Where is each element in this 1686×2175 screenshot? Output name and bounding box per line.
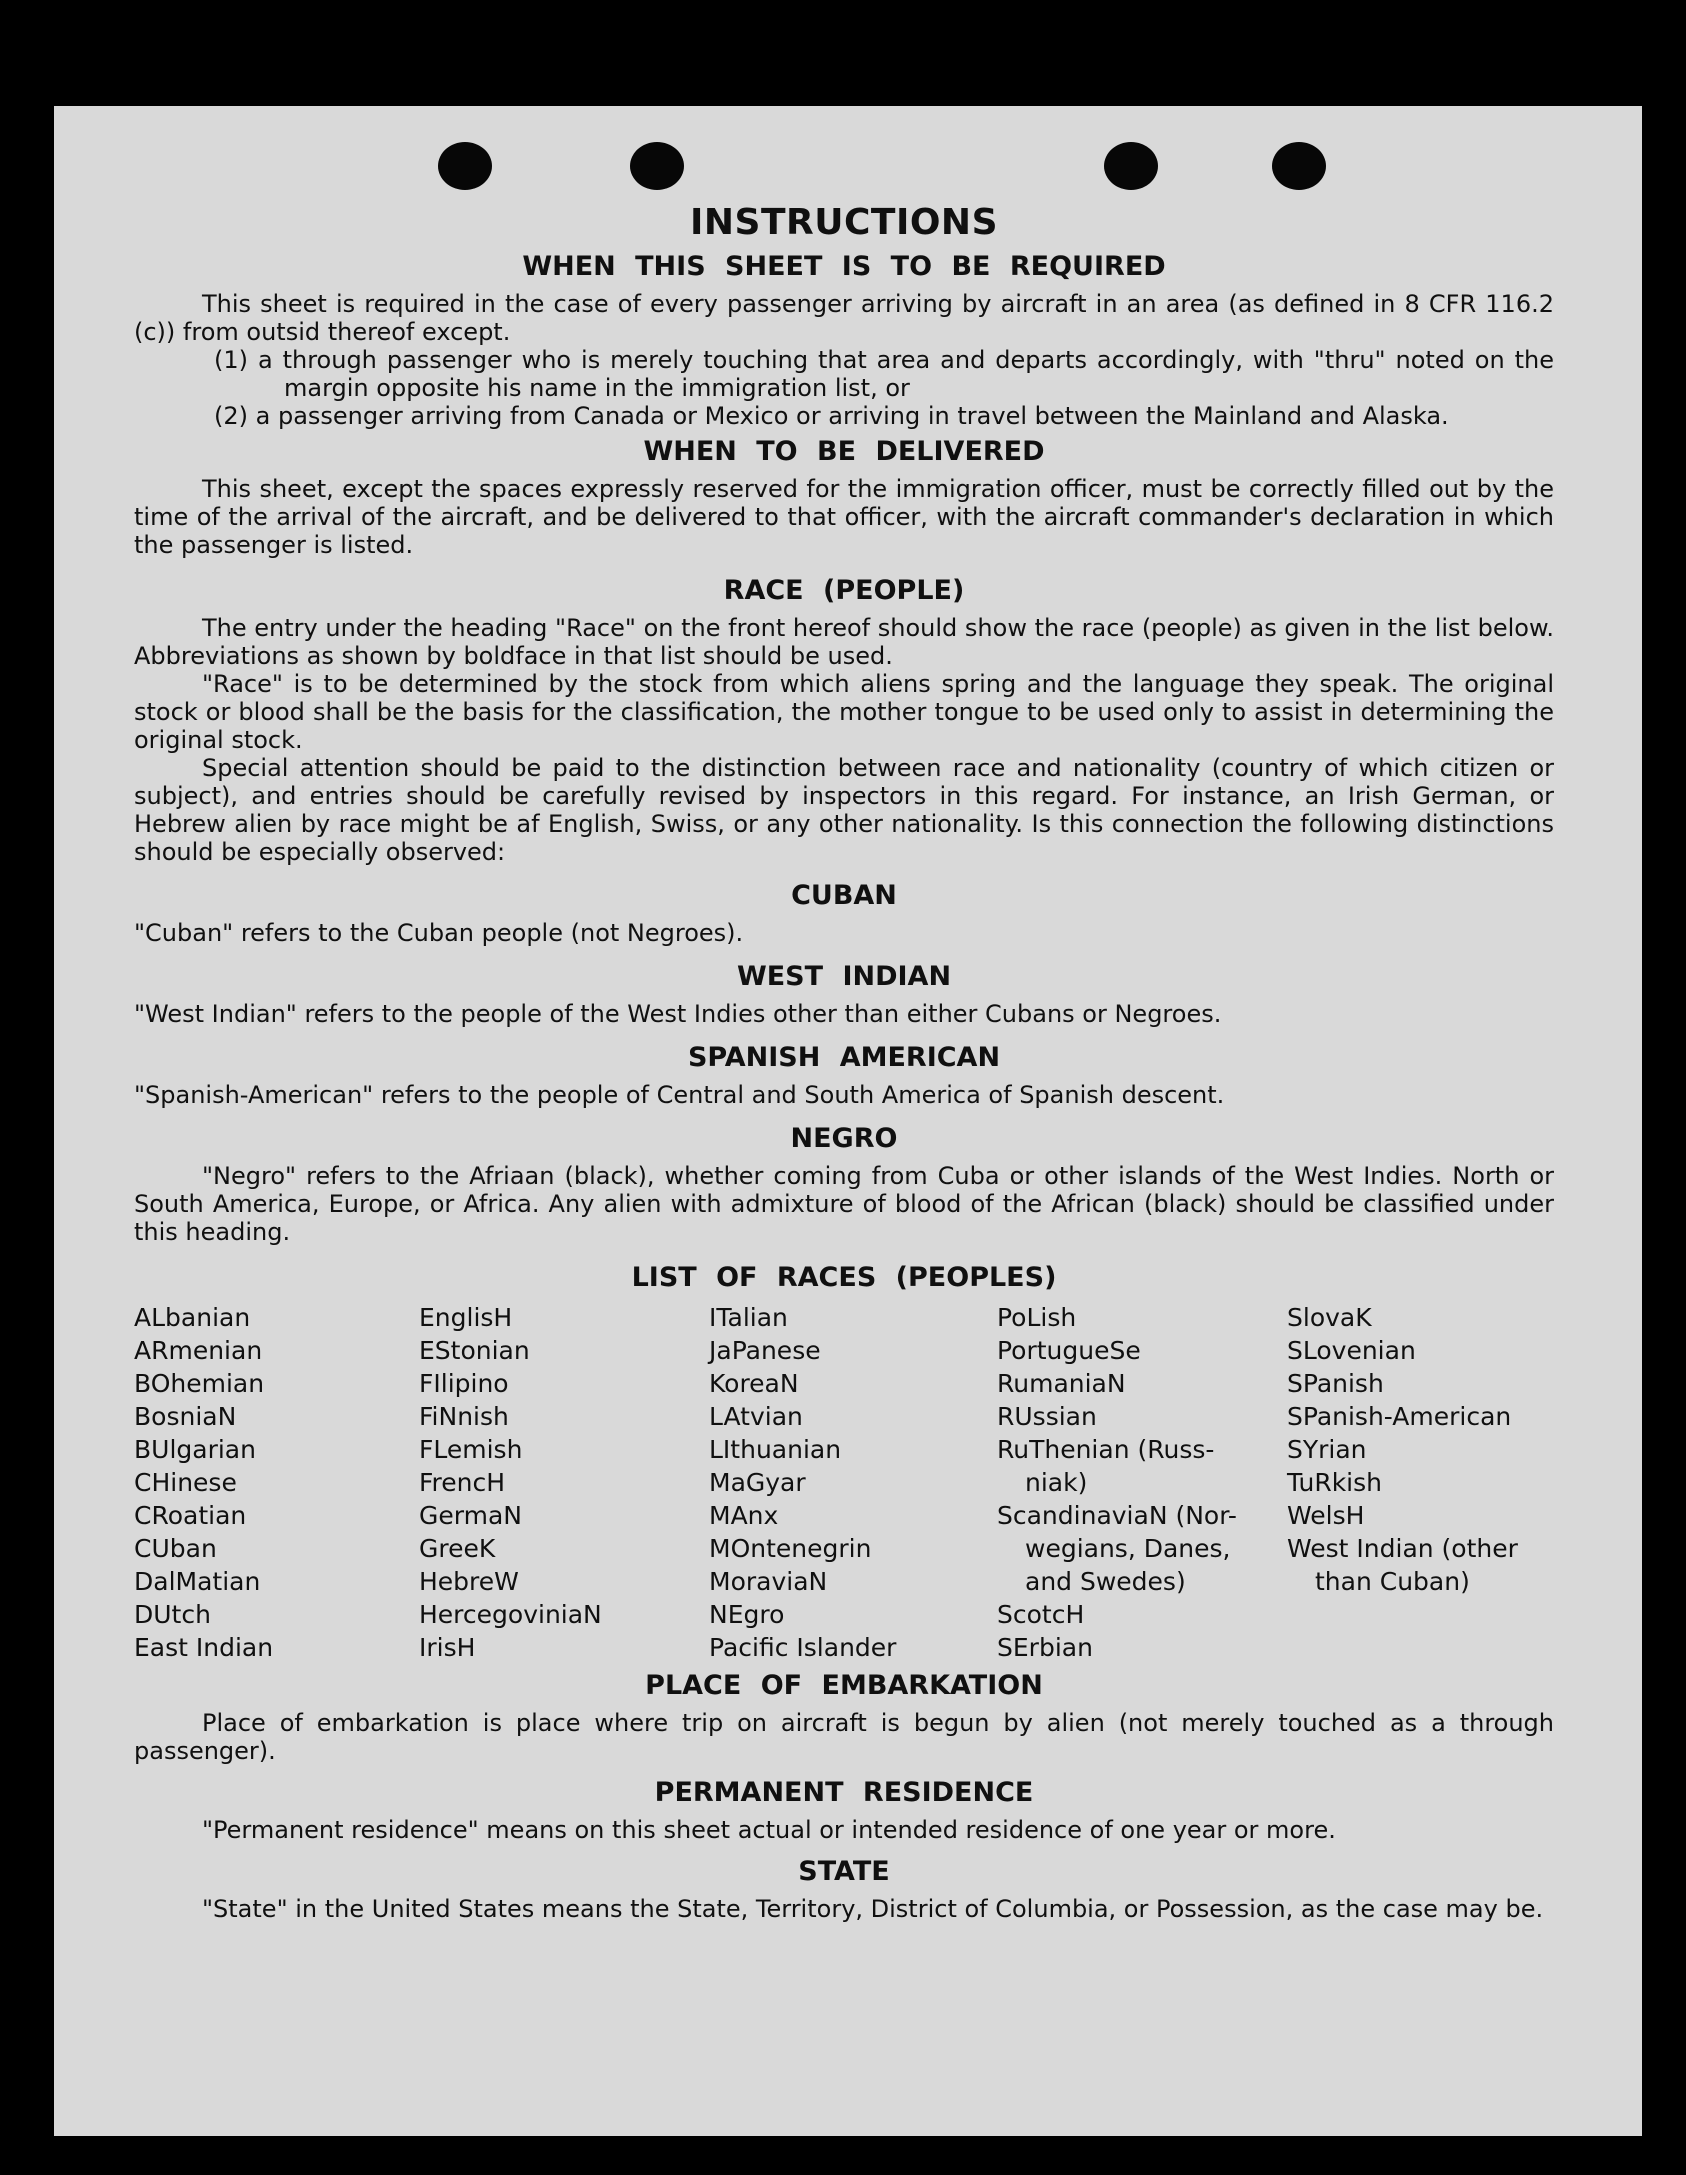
race-item: FIlipino: [419, 1369, 509, 1398]
heading-spanish-american: SPANISH AMERICAN: [687, 1042, 1001, 1073]
race-item: West Indian (other: [1287, 1534, 1518, 1563]
race-item: GermaN: [419, 1501, 522, 1530]
race-item: MAnx: [709, 1501, 779, 1530]
paragraph-negro: "Negro" refers to the Afriaan (black), whether coming from Cuba or other islands of the West Indies. North or South America, Europe, or Africa. Any alien with admixture of blood of the African (black) should be classified under this heading.: [134, 1162, 1554, 1246]
race-item: BUlgarian: [134, 1435, 256, 1464]
race-item: BosniaN: [134, 1402, 237, 1431]
heading-negro: NEGRO: [790, 1123, 898, 1154]
race-item: ALbanian: [134, 1303, 251, 1332]
heading-when-required: WHEN THIS SHEET IS TO BE REQUIRED: [522, 251, 1166, 282]
race-item: GreeK: [419, 1534, 496, 1563]
race-item: ARmenian: [134, 1336, 263, 1365]
race-item: East Indian: [134, 1633, 274, 1662]
race-item: SPanish: [1287, 1369, 1384, 1398]
paragraph-west-indian: "West Indian" refers to the people of the West Indies other than either Cubans or Negroes.: [134, 1000, 1222, 1028]
race-item: FrencH: [419, 1468, 506, 1497]
race-item: MaGyar: [709, 1468, 806, 1497]
exception-item-1: (1) a through passenger who is merely touching that area and departs accordingly, with "thru" noted on the margin opposite his name in the immigration list, or: [214, 346, 1554, 402]
race-item: wegians, Danes,: [1025, 1534, 1231, 1563]
punch-hole: [1272, 142, 1326, 190]
race-item: ITalian: [709, 1303, 788, 1332]
instructions-content: [134, 202, 1554, 1923]
race-item: LIthuanian: [709, 1435, 842, 1464]
race-item: SErbian: [997, 1633, 1093, 1662]
race-item: FLemish: [419, 1435, 523, 1464]
race-item: CUban: [134, 1534, 217, 1563]
race-column-4: [997, 1301, 1287, 1664]
race-item: DalMatian: [134, 1567, 261, 1596]
heading-west-indian: WEST INDIAN: [736, 961, 952, 992]
race-item: HercegoviniaN: [419, 1600, 602, 1629]
page-title: INSTRUCTIONS: [690, 202, 998, 243]
race-item: KoreaN: [709, 1369, 799, 1398]
paragraph-state: "State" in the United States means the State, Territory, District of Columbia, or Possession, as the case may be.: [202, 1895, 1544, 1923]
heading-permanent-residence: PERMANENT RESIDENCE: [654, 1777, 1034, 1808]
race-item: JaPanese: [709, 1336, 821, 1365]
race-item: DUtch: [134, 1600, 211, 1629]
race-item: Pacific Islander: [709, 1633, 897, 1662]
race-item: ScotcH: [997, 1600, 1085, 1629]
heading-race: RACE (PEOPLE): [723, 575, 965, 606]
race-item: NEgro: [709, 1600, 785, 1629]
race-column-2: [419, 1301, 709, 1664]
punch-hole: [1104, 142, 1158, 190]
race-item: niak): [1025, 1468, 1088, 1497]
paragraph-race-1: The entry under the heading "Race" on the front hereof should show the race (people) as given in the list below. Abbreviations as shown by boldface in that list should be used.: [134, 614, 1554, 670]
paragraph-when-delivered: This sheet, except the spaces expressly reserved for the immigration officer, must be correctly filled out by the time of the arrival of the aircraft, and be delivered to that officer, with the aircraft commander's declaration in which the passenger is listed.: [134, 475, 1554, 559]
paragraph-permanent-residence: "Permanent residence" means on this sheet actual or intended residence of one year or more.: [202, 1816, 1336, 1844]
race-item: PoLish: [997, 1303, 1077, 1332]
race-item: LAtvian: [709, 1402, 803, 1431]
race-column-3: [709, 1301, 997, 1664]
heading-list-of-races: LIST OF RACES (PEOPLES): [631, 1262, 1057, 1293]
paragraph-spanish-american: "Spanish-American" refers to the people of Central and South America of Spanish descent.: [134, 1081, 1225, 1109]
race-item: RUssian: [997, 1402, 1097, 1431]
paragraph-when-required: This sheet is required in the case of every passenger arriving by aircraft in an area (as defined in 8 CFR 116.2 (c)) from outsid thereof except.: [134, 290, 1554, 346]
heading-cuban: CUBAN: [791, 880, 897, 911]
race-item: MOntenegrin: [709, 1534, 872, 1563]
paragraph-race-3: Special attention should be paid to the distinction between race and nationality (country of which citizen or subject), and entries should be carefully revised by inspectors in this regard. For instance, an Irish German, or Hebrew alien by race might be af English, Swiss, or any other nationality. Is this connection the following distinctions should be especially observed:: [134, 754, 1554, 866]
exception-item-2: (2) a passenger arriving from Canada or Mexico or arriving in travel between the Mainland and Alaska.: [214, 402, 1449, 430]
race-item: EnglisH: [419, 1303, 513, 1332]
race-item: SPanish-American: [1287, 1402, 1512, 1431]
race-item: SlovaK: [1287, 1303, 1372, 1332]
paragraph-embarkation: Place of embarkation is place where trip on aircraft is begun by alien (not merely touched as a through passenger).: [134, 1709, 1554, 1765]
heading-state: STATE: [798, 1856, 890, 1887]
race-column-1: [134, 1301, 419, 1664]
race-item: EStonian: [419, 1336, 530, 1365]
race-item: SLovenian: [1287, 1336, 1416, 1365]
race-item: CHinese: [134, 1468, 237, 1497]
race-item: MoraviaN: [709, 1567, 828, 1596]
race-column-5: [1287, 1301, 1554, 1664]
paragraph-cuban: "Cuban" refers to the Cuban people (not Negroes).: [134, 919, 744, 947]
race-item: CRoatian: [134, 1501, 247, 1530]
race-item: RuThenian (Russ-: [997, 1435, 1215, 1464]
race-item: WelsH: [1287, 1501, 1365, 1530]
paragraph-race-2: "Race" is to be determined by the stock from which aliens spring and the language they speak. The original stock or blood shall be the basis for the classification, the mother tongue to be used only to assist in determining the original stock.: [134, 670, 1554, 754]
punch-hole: [438, 142, 492, 190]
document-sheet: [54, 106, 1642, 2136]
punch-hole: [630, 142, 684, 190]
race-list: [134, 1301, 1554, 1664]
race-item: IrisH: [419, 1633, 476, 1662]
race-item: ScandinaviaN (Nor-: [997, 1501, 1237, 1530]
race-item: BOhemian: [134, 1369, 265, 1398]
race-item: RumaniaN: [997, 1369, 1126, 1398]
heading-embarkation: PLACE OF EMBARKATION: [645, 1670, 1043, 1701]
race-item: FiNnish: [419, 1402, 509, 1431]
race-item: and Swedes): [1025, 1567, 1186, 1596]
race-item: TuRkish: [1287, 1468, 1382, 1497]
race-item: PortugueSe: [997, 1336, 1141, 1365]
race-item: SYrian: [1287, 1435, 1367, 1464]
heading-when-delivered: WHEN TO BE DELIVERED: [643, 436, 1045, 467]
race-item: HebreW: [419, 1567, 519, 1596]
race-item: than Cuban): [1315, 1567, 1470, 1596]
